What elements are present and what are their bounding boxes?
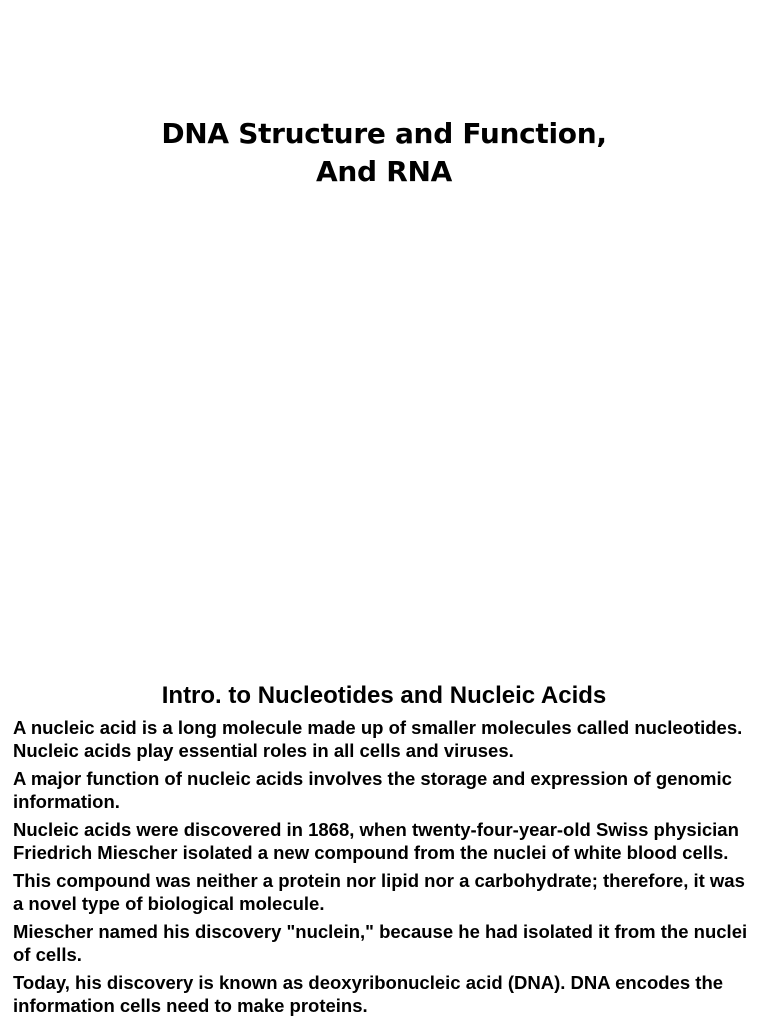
content-slide — [0, 650, 768, 1024]
paragraph-2: A major function of nucleic acids involves the storage and expression of genomic information. — [13, 768, 732, 812]
paragraph-list — [13, 716, 758, 1022]
title-line-2: And RNA — [316, 155, 452, 188]
slide-title — [0, 115, 768, 191]
paragraph-1: A nucleic acid is a long molecule made up of smaller molecules called nucleotides. Nucleic acids play essential roles in all cells and viruses. — [13, 717, 743, 761]
paragraph-4: This compound was neither a protein nor lipid nor a carbohydrate; therefore, it was a novel type of biological molecule. — [13, 870, 745, 914]
content-heading: Intro. to Nucleotides and Nucleic Acids — [161, 682, 607, 709]
paragraph-6: Today, his discovery is known as deoxyribonucleic acid (DNA). DNA encodes the information cells need to make proteins. — [13, 972, 724, 1016]
paragraph-3: Nucleic acids were discovered in 1868, when twenty-four-year-old Swiss physician Friedrich Miescher isolated a new compound from the nuclei of white blood cells. — [13, 819, 739, 863]
paragraph-5: Miescher named his discovery "nuclein," because he had isolated it from the nuclei of cells. — [13, 921, 748, 965]
title-line-1: DNA Structure and Function, — [161, 117, 607, 150]
